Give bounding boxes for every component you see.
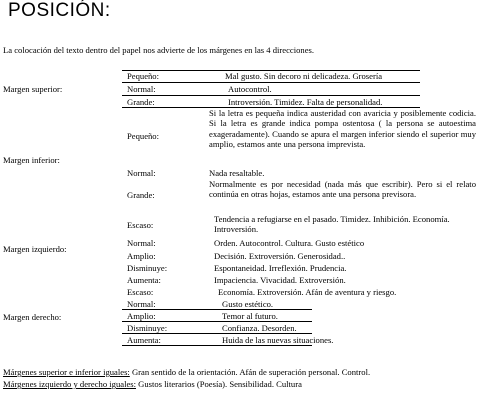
row-text: Normalmente es por necesidad (nada más que escribir). Pero si el relato continúa en otras hojas, estamos ante una persona previsora. [209, 179, 476, 200]
row-key: Escaso: [127, 287, 154, 297]
category-label-inferior: Margen inferior: [3, 155, 60, 165]
intro-text: La colocación del texto dentro del papel nos advierte de los márgenes en las 4 direcciones. [3, 45, 315, 55]
row-key: Normal: [127, 84, 156, 94]
row-text: Tendencia a refugiarse en el pasado. Timidez. Inhibición. Economía. Introversión. [214, 214, 450, 235]
row-key: Normal: [127, 299, 156, 309]
row-key: Amplio: [127, 311, 156, 321]
table-rule [122, 95, 420, 96]
row-key: Pequeño: [127, 71, 159, 81]
row-text: Introversión. Timidez. Falta de personalidad. [228, 97, 383, 107]
row-text: Confianza. Desorden. [222, 323, 297, 333]
row-text: Gusto estético. [222, 299, 274, 309]
footer-note-horizontal [3, 379, 302, 389]
table-rule [122, 321, 312, 322]
row-text: Autocontrol. [228, 84, 272, 94]
row-key: Aumenta: [127, 335, 161, 345]
table-rule [122, 82, 420, 83]
row-text: Nada resaltable. [209, 168, 265, 178]
category-label-izquierdo: Margen izquierdo: [3, 244, 67, 254]
row-key: Grande: [127, 190, 155, 200]
row-text: Huida de las nuevas situaciones. [222, 335, 334, 345]
row-key: Normal: [127, 168, 156, 178]
row-key: Disminuye: [127, 323, 168, 333]
footer-note-vertical [3, 367, 370, 377]
row-text: Temor al futuro. [222, 311, 278, 321]
row-text: Economía. Extroversión. Afán de aventura y riesgo. [218, 287, 397, 297]
row-text: Espontaneidad. Irreflexión. Prudencia. [214, 263, 347, 273]
row-text: Mal gusto. Sin decoro ni delicadeza. Grosería [225, 71, 383, 81]
row-key: Amplio: [127, 251, 156, 261]
row-text: Decisión. Extroversión. Generosidad.. [214, 251, 346, 261]
footer-label: Márgenes superior e inferior iguales: [3, 367, 130, 377]
row-key: Escaso: [127, 220, 154, 230]
row-key: Disminuye: [127, 263, 168, 273]
footer-text: Gran sentido de la orientación. Afán de superación personal. Control. [129, 367, 371, 377]
table-rule [122, 309, 312, 310]
table-rule [122, 333, 312, 334]
row-key: Normal: [127, 238, 156, 248]
footer-text: Gustos literarios (Poesía). Sensibilidad. Cultura [136, 379, 302, 389]
table-rule [122, 345, 312, 346]
row-text: Si la letra es pequeña indica austeridad con avaricia y posiblemente codicia. Si la letra es grande indica pompa ostentosa ( la persona se autoestima exageradamente). Cuando se apura el margen inferior siendo el superior muy amplio, estamos ante una persona imprevista. [209, 108, 476, 149]
row-text: Impaciencia. Vivacidad. Extroversión. [214, 275, 346, 285]
row-text: Orden. Autocontrol. Cultura. Gusto estético [214, 238, 365, 248]
page-title: POSICIÓN: [8, 0, 111, 21]
category-label-superior: Margen superior: [3, 84, 63, 94]
category-label-derecho: Margen derecho: [3, 312, 62, 322]
footer-label: Márgenes izquierdo y derecho iguales: [3, 379, 136, 389]
row-key: Grande: [127, 97, 155, 107]
row-key: Aumenta: [127, 275, 161, 285]
row-key: Pequeño: [127, 131, 159, 141]
